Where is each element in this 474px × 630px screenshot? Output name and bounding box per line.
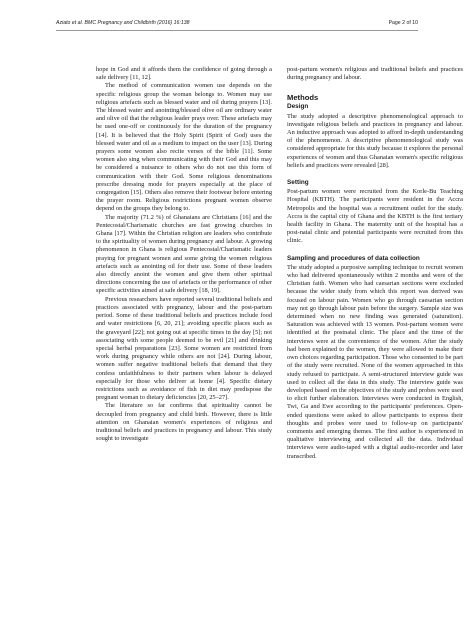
paragraph-communication: The method of communication women use depends on the specific religious group the woman belongs to. Women may use religious artefacts such as blessed water and oil during prayers [13]. The blessed water and anointing/blessed olive oil are ordinary water and olive oil that the religious leader prays over. These artefacts may be used one-off or continuously for the duration of the pregnancy [14]. It is believed that the Holy Spirit (Spirit of God) uses the blessed water and oil as a medium to impact on the user [13]. During prayers some women also recite verses of the bible [11]. Some women also sing when communicating with their God and this may be considered a nuisance to others who do not use this form of communication with their God. Some religious denominations prescribe dressing mode for prayers especially at the place of congregation [15]. Others also remove their footwear before entering the prayer room. Religious restrictions pregnant women observe depend on the groups they belong to. xyxy=(96,82,272,213)
left-column xyxy=(96,66,272,443)
running-header xyxy=(56,20,418,26)
paragraph-continued: hope in God and it affords them the confidence of going through a safe delivery [11, 12]. xyxy=(96,66,272,82)
journal-citation: Aziato et al. BMC Pregnancy and Childbirth (2016) 16:138 xyxy=(56,20,190,26)
design-heading: Design xyxy=(287,103,309,111)
paragraph-traditional-beliefs: Previous researchers have reported several traditional beliefs and practices associated with pregnancy, labour and the post-partum period. Some of these traditional beliefs and practices include food and water restrictions [6, 20, 21]; avoiding specific places such as the graveyard [22]; not going out at specific times in the day [5]; not associating with some people deemed to be evil [21] and drinking special herbal preparations [23]. Some women are restricted from work during pregnancy while others are not [24]. During labour, women suffer negative traditional beliefs that demand that they confess unfaithfulness to their partners when labour is delayed especially for those who deliver at home [4]. Specific dietary restrictions such as avoidance of fish in diet may predispose the pregnant woman to dietary deficiencies [20, 25–27]. xyxy=(96,295,272,402)
paragraph-christians: The majority (71.2 %) of Ghanaians are Christians [16] and the Pentecostal/Charismatic churches are fast growing churches in Ghana [17]. Within the Christian religion are leaders who contribute to the spirituality of women during pregnancy and labour. A growing phenomenon in Ghana is religious Pentecostal/Charismatic leaders praying for pregnant women and some giving the women religious artefacts such as anointing oil for their use. Some of these leaders also directly anoint the women and give them other spiritual directions concerning the use of artefacts or the performance of other specific activities aimed at safe delivery [18, 19]. xyxy=(96,213,272,295)
sampling-paragraph: The study adopted a purposive sampling technique to recruit women who had delivered spontaneously within 2 months and were of the Christian faith. Women who had caesarian sections were excluded because the wider study from which this report was derived was focused on labour pain. Women who go through caesarian section may not go through labour pain before the surgery. Sample size was determined when no new finding was generated (saturation). Saturation was achieved with 13 women. Post-partum women were identified at the postnatal clinic. The place and the time of the interviews were at the convenience of the women. After the study had been explained to the women, they were allowed to make their own choices regarding participation. Those who consented to be part of the study were recruited. None of the women approached in this study refused to participate. A semi-structured interview guide was used to collect all the data in this study. The interview guide was developed based on the objectives of the study and probes were used to elicit further elaboration. Interviews were conducted in English, Twi, Ga and Ewe according to the participants' preferences. Open-ended questions were asked to allow participants to express their thoughts and probes were used to follow-up on participants' comments and emerging themes. The first author is experienced in qualitative interviewing and collected all the data. Individual interviews were audio-taped with a digital audio-recorder and later transcribed. xyxy=(287,263,463,460)
header-rule xyxy=(56,30,418,31)
sampling-heading: Sampling and procedures of data collection xyxy=(287,254,420,262)
paragraph-literature: The literature so far confirms that spirituality cannot be decoupled from pregnancy and child birth. However, there is little attention on Ghanaian women's experiences of religious and traditional beliefs and practices in pregnancy and labour. This study sought to investigate xyxy=(96,402,272,443)
setting-paragraph: Post-partum women were recruited from the Korle-Bu Teaching Hospital (KBTH). The participants were resident in the Accra Metropolis and the hospital was a recruitment outlet for the study. Accra is the capital city of Ghana and the KBTH is the first tertiary health facility in Ghana. The maternity unit of the hospital has a post-natal clinic and potential participants were recruited from this clinic. xyxy=(287,188,463,245)
paragraph-continued-right: post-partum women's religious and traditional beliefs and practices during pregnancy and labour. xyxy=(287,66,463,82)
setting-heading: Setting xyxy=(287,179,309,187)
design-paragraph: The study adopted a descriptive phenomenological approach to investigate religious beliefs and practices in pregnancy and labour. An inductive approach was adopted to afford in-depth understanding of the phenomenon. A descriptive phenomenological study was considered appropriate for this study because it explores the personal experiences of women and thus Ghanaian women's specific religious beliefs and practices were revealed [28]. xyxy=(287,112,463,169)
methods-heading: Methods xyxy=(287,93,319,103)
right-column xyxy=(287,66,463,461)
page-number: Page 2 of 10 xyxy=(388,20,418,26)
